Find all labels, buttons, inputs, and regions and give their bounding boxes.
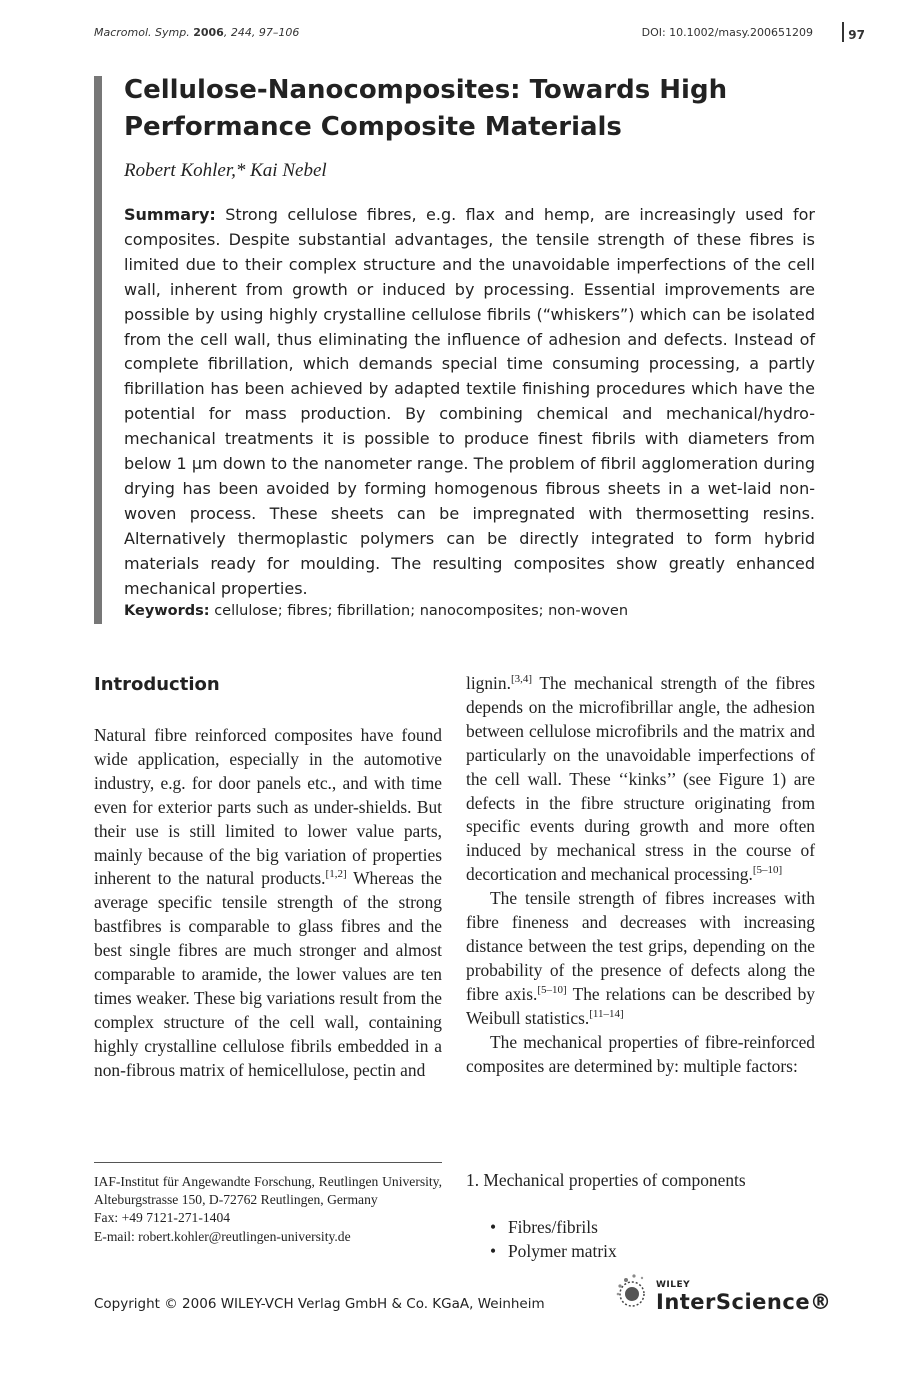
running-head	[94, 26, 865, 44]
section-heading-introduction: Introduction	[94, 674, 220, 695]
page-number: 97	[842, 22, 865, 42]
citation-ref: [5–10]	[752, 864, 783, 877]
copyright-notice: Copyright © 2006 WILEY-VCH Verlag GmbH & Co. KGaA, Weinheim	[94, 1296, 545, 1312]
interscience-wordmark: InterScience®	[656, 1290, 832, 1314]
journal-citation: Macromol. Symp. 2006, 244, 97–106	[94, 26, 300, 39]
affiliation: IAF-Institut für Angewandte Forschung, Reutlingen University, Alteburgstrasse 150, D-72762 Reutlingen, Germany	[94, 1174, 442, 1208]
bullet-item: • Polymer matrix	[490, 1241, 617, 1261]
intro-paragraph-3: The mechanical properties of fibre-reinforced composites are determined by: multiple factors:	[466, 1031, 815, 1076]
affiliation-footnote	[94, 1173, 442, 1246]
intro-paragraph-2: The tensile strength of fibres increases with fibre fineness and decreases with increasing distance between the test grips, depending on the probability of the presence of defects along the fibre axis.[5–10] The relations can be described by Weibull statistics.[11–14]	[466, 888, 815, 1028]
summary-label: Summary:	[124, 205, 216, 224]
citation-ref: [5–10]	[537, 983, 567, 996]
keywords-label: Keywords:	[124, 603, 210, 619]
summary-text: Strong cellulose fibres, e.g. flax and hemp, are increasingly used for composites. Despite substantial advantages, the tensile strength of these fibres is limited due to their complex structure and the unavoidable imperfections of the cell wall, inherent from growth or induced by processing. Essential improvements are possible by using highly crystalline cellulose fibrils (“whiskers”) which can be isolated from the cell wall, thus eliminating the influence of adhesion and defects. Instead of complete fibrillation, which demands special time consuming processing, a partly fibrillation has been achieved by adapted textile finishing procedures which have the potential for mass production. By combining chemical and mechanical/hydro-mechanical treatments it is possible to produce finest fibrils with diameters from below 1 µm down to the nanometer range. The problem of fibril agglomeration during drying has been avoided by forming homogenous fibrous sheets in a wet-laid non-woven process. These sheets can be impregnated with thermosetting resins. Alternatively thermoplastic polymers can be directly integrated to form hybrid materials ready for moulding. The resulting composites show greatly enhanced mechanical properties.	[124, 205, 815, 598]
email: E-mail: robert.kohler@reutlingen-university.de	[94, 1228, 351, 1244]
bullet-item: • Fibres/fibrils	[490, 1217, 598, 1237]
keywords-text: cellulose; fibres; fibrillation; nanocomposites; non-woven	[209, 603, 629, 619]
article-title: Cellulose-Nanocomposites: Towards High Performance Composite Materials	[124, 75, 728, 142]
fax: Fax: +49 7121-271-1404	[94, 1210, 231, 1226]
keywords	[124, 603, 628, 619]
intro-paragraph-1-continued: lignin.[3,4] The mechanical strength of the fibres depends on the microfibrillar angle, the adhesion between cellulose microfibrils and the matrix and particularly on the unavoidable imperfections of the cell wall. These ‘‘kinks’’ (see Figure 1) are defects in the fibre structure originating from specific events during growth and more often induced by mechanical stress in the course of decortication and mechanical processing.[5–10]	[466, 673, 815, 885]
citation-ref: [3,4]	[510, 673, 533, 686]
wiley-wordmark: WILEY	[656, 1280, 691, 1290]
intro-paragraph-1: Natural fibre reinforced composites have found wide application, especially in the automotive industry, e.g. for door panels etc., and with time even for exterior parts such as under-shields. But their use is still limited to lower value parts, mainly because of the big variation of properties inherent to the natural products.[1,2] Whereas the average specific tensile strength of the strong bastfibres is comparable to glass fibres and the best single fibres are much stronger and almost comparable to aramide, the lower values are ten times weaker. These big variations result from the complex structure of the cell wall, containing highly crystalline cellulose fibrils embedded in a non-fibrous matrix of hemicellulose, pectin and	[94, 725, 442, 1080]
summary	[124, 203, 815, 602]
factor-list	[466, 1170, 815, 1263]
authors: Robert Kohler,* Kai Nebel	[124, 160, 327, 181]
left-column	[94, 672, 442, 1083]
interscience-swirl-icon	[612, 1268, 656, 1314]
footnote-rule	[94, 1162, 442, 1163]
abstract-side-bar	[94, 76, 102, 624]
doi: DOI: 10.1002/masy.200651209	[641, 26, 813, 39]
citation-ref: [11–14]	[589, 1007, 624, 1020]
right-column	[466, 672, 815, 1078]
citation-ref: [1,2]	[325, 868, 347, 881]
list-item: 1. Mechanical properties of components	[466, 1170, 746, 1190]
wiley-interscience-logo	[612, 1268, 832, 1314]
